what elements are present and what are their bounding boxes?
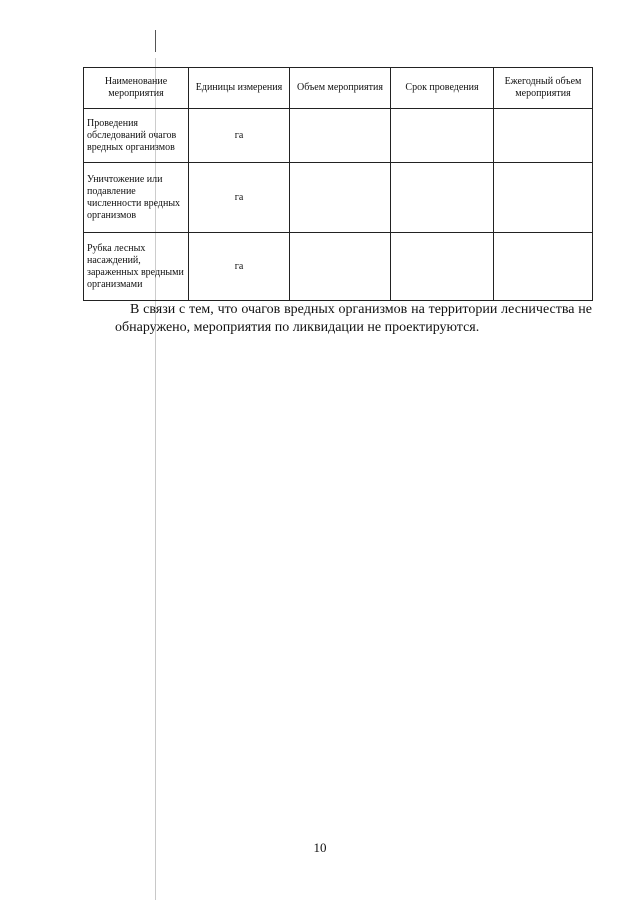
header-name: Наименование мероприятия [84,68,189,109]
measures-table [83,67,593,301]
table-header-row [84,68,593,109]
scan-artifact-line [155,300,156,900]
row-term [391,109,494,163]
row-term [391,163,494,233]
row-unit: га [189,109,290,163]
row-annual [494,109,593,163]
table-row [84,233,593,301]
header-volume: Объем мероприятия [290,68,391,109]
header-annual-volume: Ежегодный объем мероприятия [494,68,593,109]
row-volume [290,163,391,233]
row-name: Рубка лесных насаждений, зараженных вредными организмами [84,233,189,301]
table-row [84,163,593,233]
row-annual [494,233,593,301]
row-volume [290,233,391,301]
table-row [84,109,593,163]
row-name: Уничтожение или подавление численности вредных организмов [84,163,189,233]
header-term: Срок проведения [391,68,494,109]
row-unit: га [189,163,290,233]
row-name: Проведения обследований очагов вредных организмов [84,109,189,163]
row-volume [290,109,391,163]
row-term [391,233,494,301]
page-number: 10 [313,840,327,855]
row-unit: га [189,233,290,301]
body-paragraph: В связи с тем, что очагов вредных организмов на территории лесничества не обнаружено, мероприятия по ликвидации не проектируются. [115,302,592,335]
row-annual [494,163,593,233]
scan-artifact-line [155,30,156,52]
header-units: Единицы измерения [189,68,290,109]
